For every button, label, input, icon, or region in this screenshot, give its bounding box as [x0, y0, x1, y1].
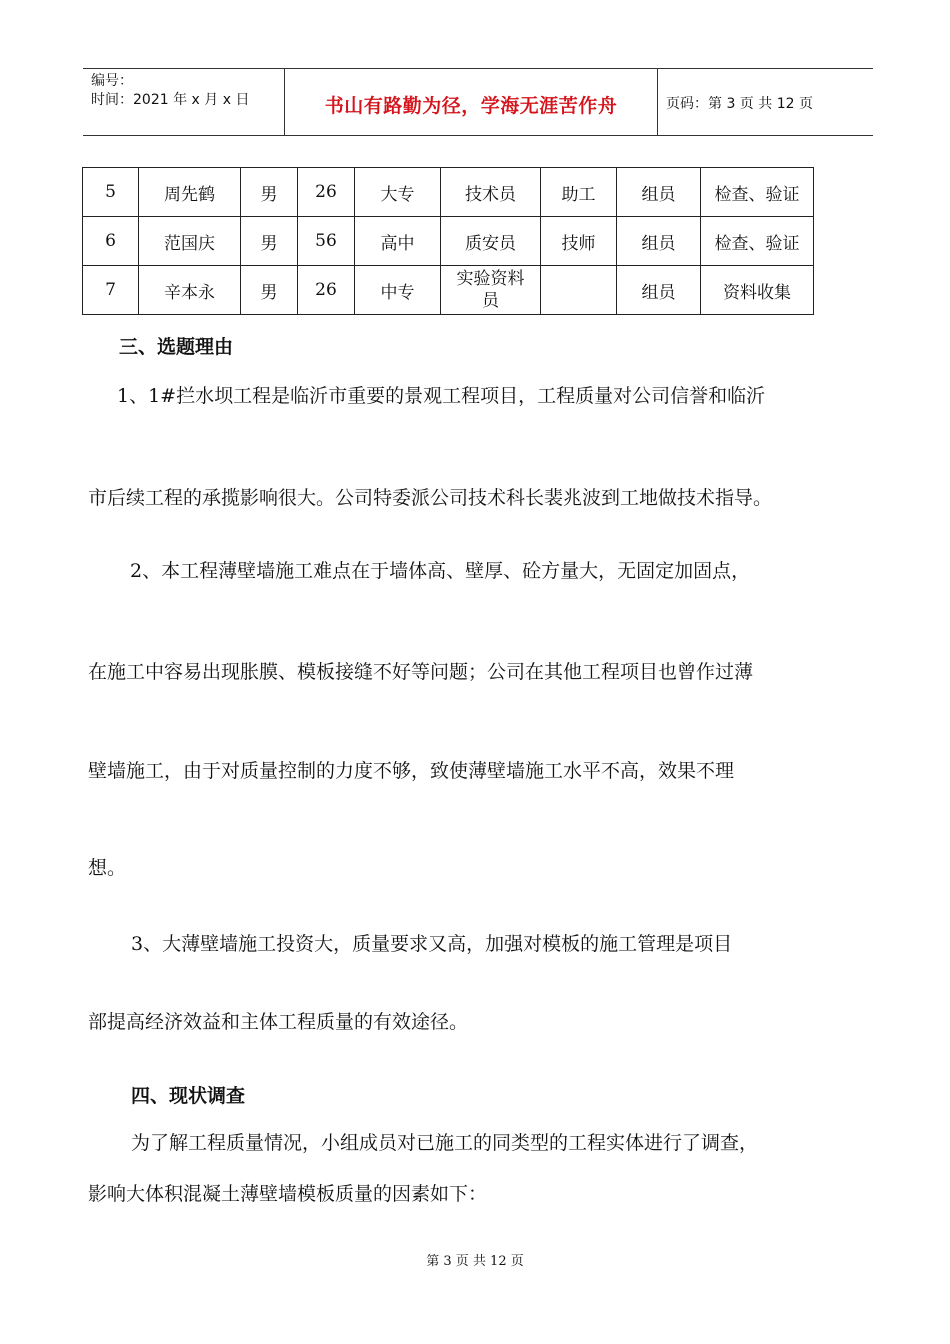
- section-heading: 三、选题理由: [119, 336, 234, 358]
- table-cell: 组员: [617, 266, 701, 315]
- header-number-label: 编号：: [91, 73, 133, 89]
- paragraph-line: 市后续工程的承揽影响很大。公司特委派公司技术科长裴兆波到工地做技术指导。: [88, 487, 773, 509]
- header-meta: [91, 72, 249, 110]
- table-cell: 6: [83, 217, 139, 266]
- table-cell: 7: [83, 266, 139, 315]
- table-cell: 5: [83, 168, 139, 217]
- paragraph-line: 1、1#拦水坝工程是临沂市重要的景观工程项目，工程质量对公司信誉和临沂: [117, 385, 766, 407]
- table-cell: 技术员: [441, 168, 541, 217]
- table-row: [83, 217, 814, 266]
- paragraph-line: 在施工中容易出现胀膜、模板接缝不好等问题；公司在其他工程项目也曾作过薄: [88, 661, 754, 683]
- table-cell: [541, 266, 617, 315]
- paragraph-line: 3、大薄壁墙施工投资大，质量要求又高，加强对模板的施工管理是项目: [131, 933, 733, 955]
- table-cell: 资料收集: [701, 266, 814, 315]
- table-cell: 26: [298, 266, 355, 315]
- table-cell: 辛本永: [139, 266, 241, 315]
- table-cell: 中专: [355, 266, 441, 315]
- paragraph-line: 部提高经济效益和主体工程质量的有效途径。: [88, 1011, 469, 1033]
- table-cell: 男: [241, 217, 298, 266]
- table-cell: 组员: [617, 217, 701, 266]
- table-cell: 周先鹤: [139, 168, 241, 217]
- table-cell: 高中: [355, 217, 441, 266]
- paragraph-line: 2、本工程薄壁墙施工难点在于墙体高、壁厚、砼方量大，无固定加固点，: [130, 560, 751, 582]
- staff-table: [82, 167, 814, 315]
- table-cell: 56: [298, 217, 355, 266]
- table-cell: 检查、验证: [701, 168, 814, 217]
- page-footer: 第 3 页 共 12 页: [426, 1254, 524, 1269]
- paragraph-line: 影响大体积混凝土薄壁墙模板质量的因素如下：: [88, 1183, 488, 1205]
- table-cell: 大专: [355, 168, 441, 217]
- table-cell: 26: [298, 168, 355, 217]
- header-motto: 书山有路勤为径，学海无涯苦作舟: [324, 95, 618, 117]
- table-row: [83, 266, 814, 315]
- table-cell: 助工: [541, 168, 617, 217]
- table-cell: 男: [241, 168, 298, 217]
- section-heading: 四、现状调查: [131, 1085, 246, 1107]
- paragraph-line: 想。: [88, 857, 127, 879]
- paragraph-line: 为了解工程质量情况，小组成员对已施工的同类型的工程实体进行了调查，: [131, 1132, 759, 1154]
- table-cell: 技师: [541, 217, 617, 266]
- header-time-label: 时间：2021 年 x 月 x 日: [91, 92, 250, 108]
- table-row: [83, 168, 814, 217]
- table-cell: 男: [241, 266, 298, 315]
- table-cell: 组员: [617, 168, 701, 217]
- table-cell: 实验资料员: [441, 266, 541, 315]
- page-header: [83, 68, 873, 136]
- paragraph-line: 壁墙施工，由于对质量控制的力度不够，致使薄壁墙施工水平不高，效果不理: [88, 760, 735, 782]
- table-cell: 检查、验证: [701, 217, 814, 266]
- table-cell: 质安员: [441, 217, 541, 266]
- header-divider: [657, 69, 658, 136]
- header-page-info: 页码：第 3 页 共 12 页: [666, 96, 813, 112]
- table-cell: 范国庆: [139, 217, 241, 266]
